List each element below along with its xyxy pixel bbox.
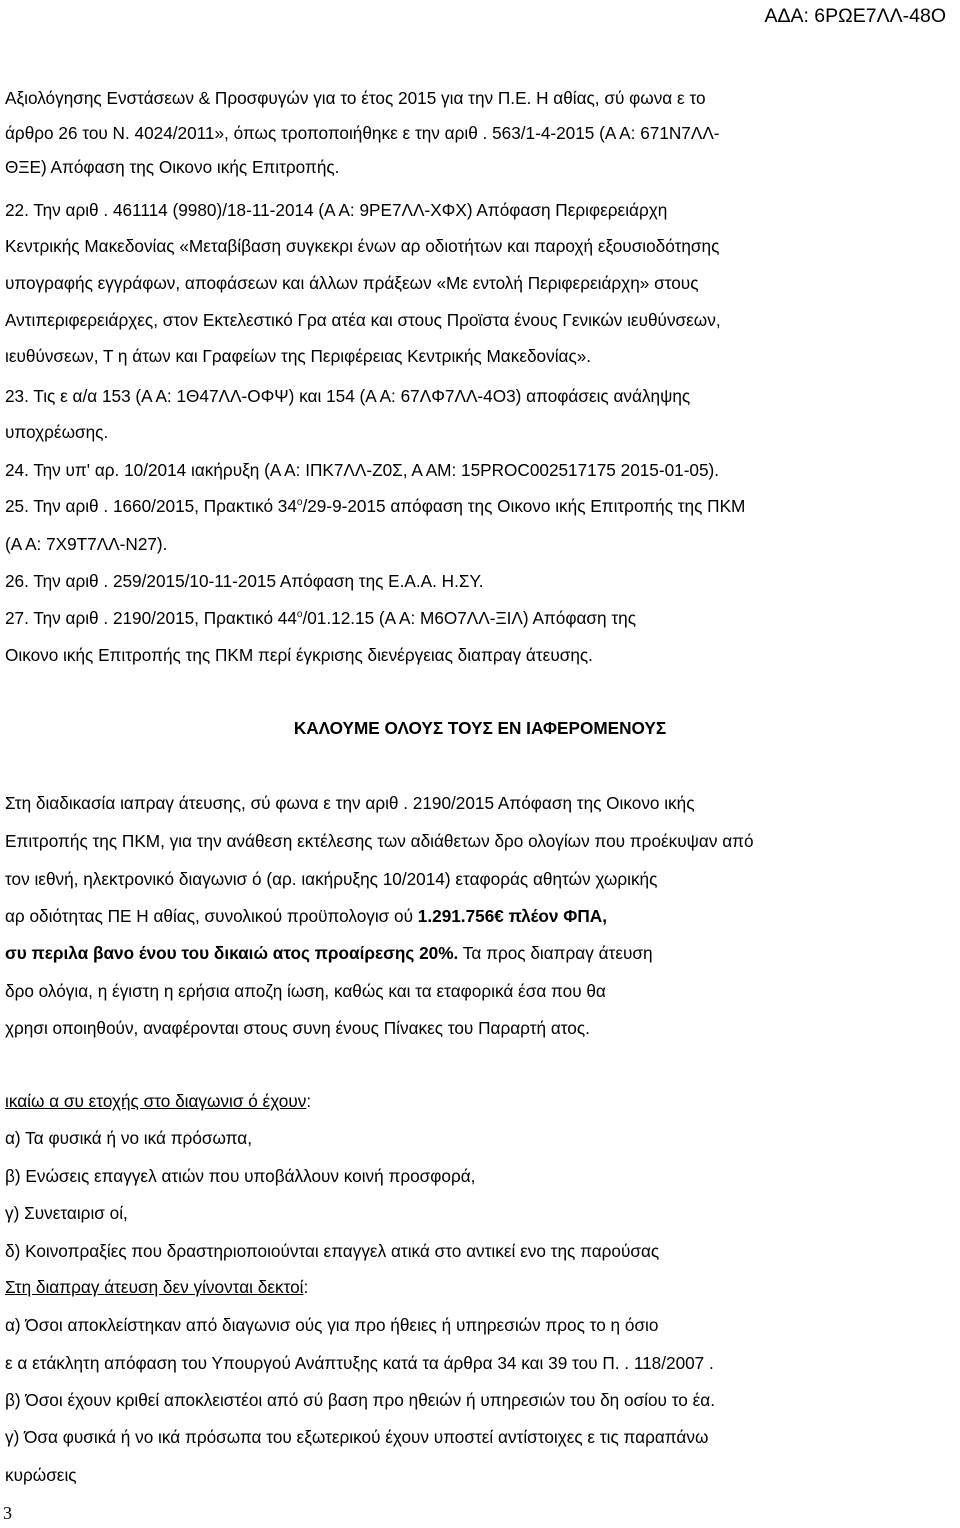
list-item: α) Όσοι αποκλείστηκαν από διαγωνισ ούς για προ ήθειες ή υπηρεσιών προς το η όσιο <box>5 1315 659 1335</box>
text-line: 22. Την αριθ . 461114 (9980)/18-11-2014 (Α Α: 9ΡΕ7ΛΛ-ΧΦΧ) Απόφαση Περιφερειάρχη <box>5 200 668 220</box>
text-line: τον ιεθνή, ηλεκτρονικό διαγωνισ ό (αρ. ιακήρυξης 10/2014) εταφοράς αθητών χωρικής <box>5 869 658 889</box>
text-line <box>5 906 607 926</box>
text-line: 26. Την αριθ . 259/2015/10-11-2015 Απόφαση της Ε.Α.Α. Η.ΣΥ. <box>5 571 484 591</box>
text-span: αρ οδιότητας ΠΕ Η αθίας, συνολικού προϋπολογισ ού <box>5 906 414 926</box>
text-line: ΘΞΕ) Απόφαση της Οικονο ικής Επιτροπής. <box>5 157 340 177</box>
list-item: γ) Συνεταιρισ οί, <box>5 1203 128 1223</box>
text-line: χρησι οποιηθούν, αναφέρονται στους συνη ένους Πίνακες του Παραρτή ατος. <box>5 1018 590 1038</box>
text-line: 23. Τις ε α/α 153 (Α Α: 1Θ47ΛΛ-ΟΦΨ) και 154 (Α Α: 67ΛΦ7ΛΛ-4Ο3) αποφάσεις ανάληψης <box>5 386 691 406</box>
section-heading: ΚΑΛΟΥΜΕ ΟΛΟΥΣ ΤΟΥΣ ΕΝ ΙΑΦΕΡΟΜΕΝΟΥΣ <box>293 718 667 738</box>
list-item: ε α ετάκλητη απόφαση του Υπουργού Ανάπτυξης κατά τα άρθρα 34 και 39 του Π. . 118/2007 . <box>5 1353 714 1373</box>
subheading-text: Στη διαπραγ άτευση δεν γίνονται δεκτοί <box>5 1277 304 1297</box>
colon: : <box>303 1277 309 1297</box>
text-line: (Α Α: 7Χ9Τ7ΛΛ-Ν27). <box>5 534 168 554</box>
text-span: /01.12.15 (Α Α: Μ6Ο7ΛΛ-ΞΙΛ) Απόφαση της <box>302 608 637 628</box>
text-line: Στη διαδικασία ιαπραγ άτευσης, σύ φωνα ε την αριθ . 2190/2015 Απόφαση της Οικονο ικής <box>5 793 695 813</box>
list-item: β) Όσοι έχουν κριθεί αποκλειστέοι από σύ βαση προ ηθειών ή υπηρεσιών του δη οσίου το έα. <box>5 1390 715 1410</box>
subheading-participation <box>5 1091 311 1111</box>
text-line: 24. Την υπ' αρ. 10/2014 ιακήρυξη (Α Α: ΙΠΚ7ΛΛ-Ζ0Σ, Α ΑΜ: 15PROC002517175 2015-01-05). <box>5 460 720 480</box>
list-item: γ) Όσα φυσικά ή νο ικά πρόσωπα του εξωτερικού έχουν υποστεί αντίστοιχες ε τις παραπάνω <box>5 1427 709 1447</box>
text-line <box>5 943 653 963</box>
text-line: Οικονο ικής Επιτροπής της ΠΚΜ περί έγκρισης διενέργειας διαπραγ άτευσης. <box>5 645 593 665</box>
text-line: Αντιπεριφερειάρχες, στον Εκτελεστικό Γρα ατέα και στους Προϊστα ένους Γενικών ιευθύνσεων, <box>5 310 721 330</box>
text-line: Επιτροπής της ΠΚΜ, για την ανάθεση εκτέλεσης των αδιάθετων δρο ολογίων που προέκυψαν από <box>5 831 754 851</box>
list-item: α) Τα φυσικά ή νο ικά πρόσωπα, <box>5 1128 252 1148</box>
budget-amount: 1.291.756€ πλέον ΦΠΑ, <box>417 906 607 926</box>
text-line: ιευθύνσεων, Τ η άτων και Γραφείων της Περιφέρειας Κεντρικής Μακεδονίας». <box>5 346 592 366</box>
ada-header: ΑΔΑ: 6ΡΩΕ7ΛΛ-48Ο <box>764 5 946 27</box>
text-span: 25. Την αριθ . 1660/2015, Πρακτικό 34 <box>5 496 297 516</box>
subheading-text: ικαίω α συ ετοχής στο διαγωνισ ό έχουν <box>5 1091 307 1111</box>
option-clause: συ περιλα βανο ένου του δικαιώ ατος προαίρεσης 20%. <box>5 943 459 963</box>
superscript: ο <box>296 497 303 508</box>
text-span: Τα προς διαπραγ άτευση <box>462 943 653 963</box>
text-line: υποχρέωσης. <box>5 422 109 442</box>
text-line: δρο ολόγια, η έγιστη η ερήσια αποζη ίωση, καθώς και τα εταφορικά έσα που θα <box>5 981 606 1001</box>
superscript: ο <box>296 609 303 620</box>
text-span: 27. Την αριθ . 2190/2015, Πρακτικό 44 <box>5 608 297 628</box>
text-span: /29-9-2015 απόφαση της Οικονο ικής Επιτροπής της ΠΚΜ <box>302 496 746 516</box>
text-line: άρθρο 26 του Ν. 4024/2011», όπως τροποποιήθηκε ε την αριθ . 563/1-4-2015 (Α Α: 671Ν7ΛΛ- <box>5 123 720 143</box>
list-item: δ) Κοινοπραξίες που δραστηριοποιούνται επαγγελ ατικά στο αντικεί ενο της παρούσας <box>5 1241 660 1261</box>
subheading-exclusions <box>5 1277 308 1297</box>
list-item: β) Ενώσεις επαγγελ ατιών που υποβάλλουν κοινή προσφορά, <box>5 1166 476 1186</box>
colon: : <box>306 1091 312 1111</box>
list-item: κυρώσεις <box>5 1465 77 1485</box>
text-line: υπογραφής εγγράφων, αποφάσεων και άλλων πράξεων «Με εντολή Περιφερειάρχη» στους <box>5 273 699 293</box>
text-line <box>5 608 636 628</box>
text-line: Κεντρικής Μακεδονίας «Μεταβίβαση συγκεκρι ένων αρ οδιοτήτων και παροχή εξουσιοδότησης <box>5 236 720 256</box>
page-number: 3 <box>3 1503 12 1523</box>
text-line <box>5 496 745 516</box>
text-line: Αξιολόγησης Ενστάσεων & Προσφυγών για το έτος 2015 για την Π.Ε. Η αθίας, σύ φωνα ε το <box>5 88 706 108</box>
